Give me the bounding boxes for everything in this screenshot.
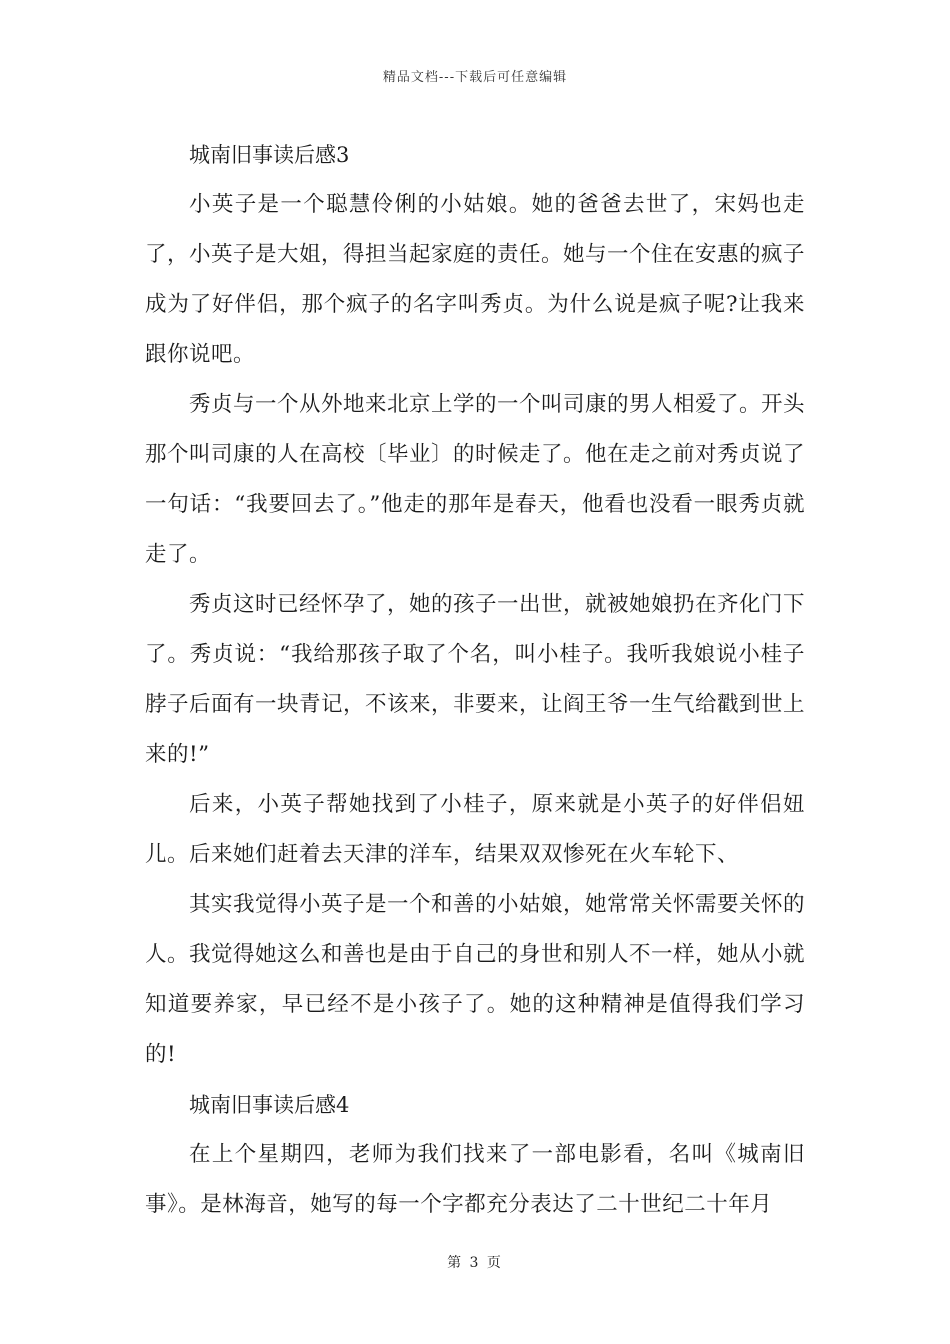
page-header: 精品文档---下载后可任意编辑 bbox=[382, 70, 568, 85]
paragraph: 秀贞这时已经怀孕了，她的孩子一出世，就被她娘扔在齐化门下了。秀贞说：“我给那孩子取了个名，叫小桂子。我听我娘说小桂子脖子后面有一块青记，不该来，非要来，让阎王爷一生气给戳到世上来的!” bbox=[145, 592, 806, 767]
paragraph: 在上个星期四，老师为我们找来了一部电影看，名叫《城南旧事》。是林海音，她写的每一个字都充分表达了二十世纪二十年月 bbox=[145, 1142, 805, 1217]
paragraph: 后来，小英子帮她找到了小桂子，原来就是小英子的好伴侣妞儿。后来她们赶着去天津的洋车，结果双双惨死在火车轮下、 bbox=[145, 792, 805, 867]
paragraph: 其实我觉得小英子是一个和善的小姑娘，她常常关怀需要关怀的人。我觉得她这么和善也是由于自己的身世和别人不一样，她从小就知道要养家，早已经不是小孩子了。她的这种精神是值得我们学习的! bbox=[145, 892, 806, 1067]
page-number: 第 3 页 bbox=[447, 1255, 503, 1271]
document-body bbox=[145, 130, 805, 1230]
section-title: 城南旧事读后感3 bbox=[189, 143, 350, 167]
section-title: 城南旧事读后感4 bbox=[189, 1093, 350, 1117]
paragraph: 秀贞与一个从外地来北京上学的一个叫司康的男人相爱了。开头那个叫司康的人在高校〔毕业〕的时候走了。他在走之前对秀贞说了一句话：“我要回去了。”他走的那年是春天，他看也没看一眼秀贞就走了。 bbox=[145, 392, 806, 567]
paragraph: 小英子是一个聪慧伶俐的小姑娘。她的爸爸去世了，宋妈也走了，小英子是大姐，得担当起家庭的责任。她与一个住在安惠的疯子成为了好伴侣，那个疯子的名字叫秀贞。为什么说是疯子呢?让我来跟你说吧。 bbox=[145, 192, 806, 367]
